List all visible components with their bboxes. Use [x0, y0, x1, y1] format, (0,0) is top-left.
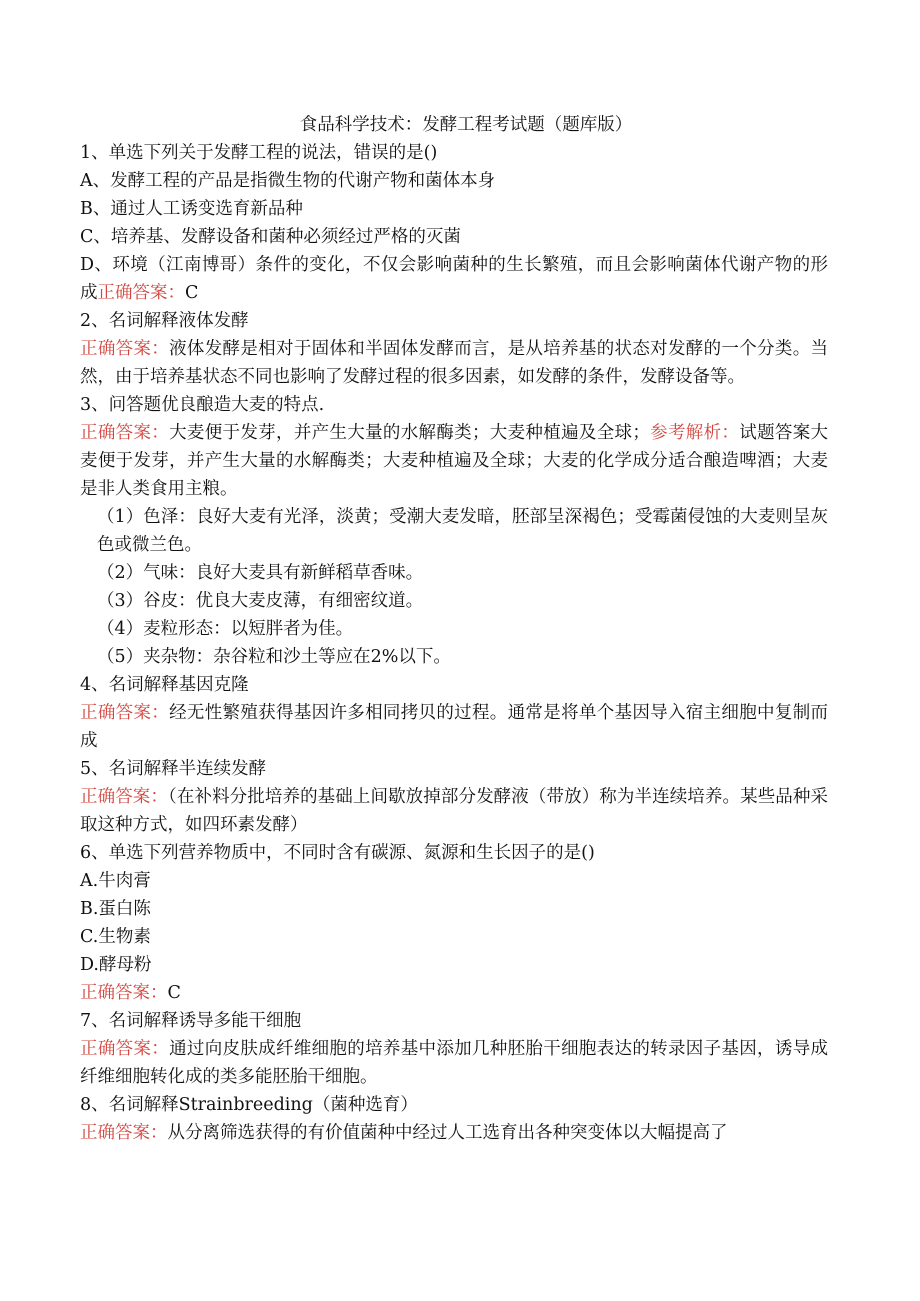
question-3-point-2: （2）气味：良好大麦具有新鲜稻草香味。	[97, 563, 424, 583]
question-3-answer: 大麦便于发芽，并产生大量的水解酶类；大麦种植遍及全球；	[169, 423, 650, 443]
document-body	[80, 111, 828, 1147]
question-6-option-d: D.酵母粉	[80, 955, 152, 975]
question-7-stem: 7、名词解释诱导多能干细胞	[80, 1011, 302, 1031]
question-1-answer: C	[185, 283, 199, 303]
question-7-answer: 通过向皮肤成纤维细胞的培养基中添加几种胚胎干细胞表达的转录因子基因，诱导成纤维细胞转化成的类多能胚胎干细胞。	[80, 1039, 829, 1087]
question-2-answer-block	[80, 335, 828, 391]
question-3-point-1: （1）色泽：良好大麦有光泽，淡黄；受潮大麦发暗，胚部呈深褐色；受霉菌侵蚀的大麦则呈灰色或微兰色。	[97, 507, 828, 555]
question-4-answer: 经无性繁殖获得基因许多相同拷贝的过程。通常是将单个基因导入宿主细胞中复制而成	[80, 703, 829, 751]
question-3-point-3: （3）谷皮：优良大麦皮薄，有细密纹道。	[97, 591, 424, 611]
answer-label: 正确答案：	[80, 787, 169, 807]
answer-label: 正确答案：	[80, 1039, 170, 1059]
document-title: 食品科学技术：发酵工程考试题（题库版）	[299, 115, 633, 135]
question-6-option-b: B.蛋白陈	[80, 899, 151, 919]
question-3-answer-block	[80, 419, 828, 503]
question-6-answer-block	[80, 979, 828, 1007]
question-7-answer-block	[80, 1035, 828, 1091]
answer-label: 正确答案：	[80, 1123, 168, 1143]
question-4-answer-block	[80, 699, 828, 755]
answer-label: 正确答案：	[80, 423, 170, 443]
answer-label: 正确答案：	[97, 283, 185, 303]
question-1-option-b: B、通过人工诱变选育新品种	[80, 199, 303, 219]
answer-label: 正确答案：	[80, 703, 170, 723]
question-8-answer-block	[80, 1119, 828, 1147]
question-1-stem: 1、单选下列关于发酵工程的说法，错误的是()	[80, 143, 438, 163]
question-4-stem: 4、名词解释基因克隆	[80, 675, 249, 695]
answer-label: 正确答案：	[80, 983, 168, 1003]
answer-label: 正确答案：	[80, 339, 170, 359]
question-6-option-a: A.牛肉膏	[80, 871, 151, 891]
question-3-point-5: （5）夹杂物：杂谷粒和沙土等应在2%以下。	[97, 647, 451, 667]
question-1-option-a: A、发酵工程的产品是指微生物的代谢产物和菌体本身	[80, 171, 496, 191]
question-8-stem: 8、名词解释Strainbreeding（菌种选育）	[80, 1095, 418, 1115]
analysis-label: 参考解析：	[649, 423, 740, 443]
question-3-analysis: 试题答案大麦便于发芽，并产生大量的水解酶类；大麦种植遍及全球；大麦的化学成分适合酿造啤酒；大麦是非人类食用主粮。	[80, 423, 829, 499]
question-5-answer: （在补料分批培养的基础上间歇放掉部分发酵液（带放）称为半连续培养。某些品种采取这种方式，如四环素发酵）	[80, 787, 829, 835]
question-1-option-d	[80, 251, 828, 307]
question-2-stem: 2、名词解释液体发酵	[80, 311, 249, 331]
question-3-point-4: （4）麦粒形态：以短胖者为佳。	[97, 619, 354, 639]
question-2-answer: 液体发酵是相对于固体和半固体发酵而言，是从培养基的状态对发酵的一个分类。当然，由于培养基状态不同也影响了发酵过程的很多因素，如发酵的条件，发酵设备等。	[80, 339, 829, 387]
question-6-option-c: C.生物素	[80, 927, 151, 947]
question-6-stem: 6、单选下列营养物质中，不同时含有碳源、氮源和生长因子的是()	[80, 843, 595, 863]
question-1-option-d-text: D、环境（江南博哥）条件的变化，不仅会影响菌种的生长繁殖，而且会影响菌体代谢产物的形成	[80, 255, 828, 303]
question-5-stem: 5、名词解释半连续发酵	[80, 759, 267, 779]
question-8-answer: 从分离筛选获得的有价值菌种中经过人工选育出各种突变体以大幅提高了	[167, 1123, 728, 1143]
question-6-answer: C	[167, 983, 181, 1003]
question-3-stem: 3、问答题优良酿造大麦的特点.	[80, 395, 325, 415]
question-1-option-c: C、培养基、发酵设备和菌种必须经过严格的灭菌	[80, 227, 461, 247]
question-5-answer-block	[80, 783, 828, 839]
